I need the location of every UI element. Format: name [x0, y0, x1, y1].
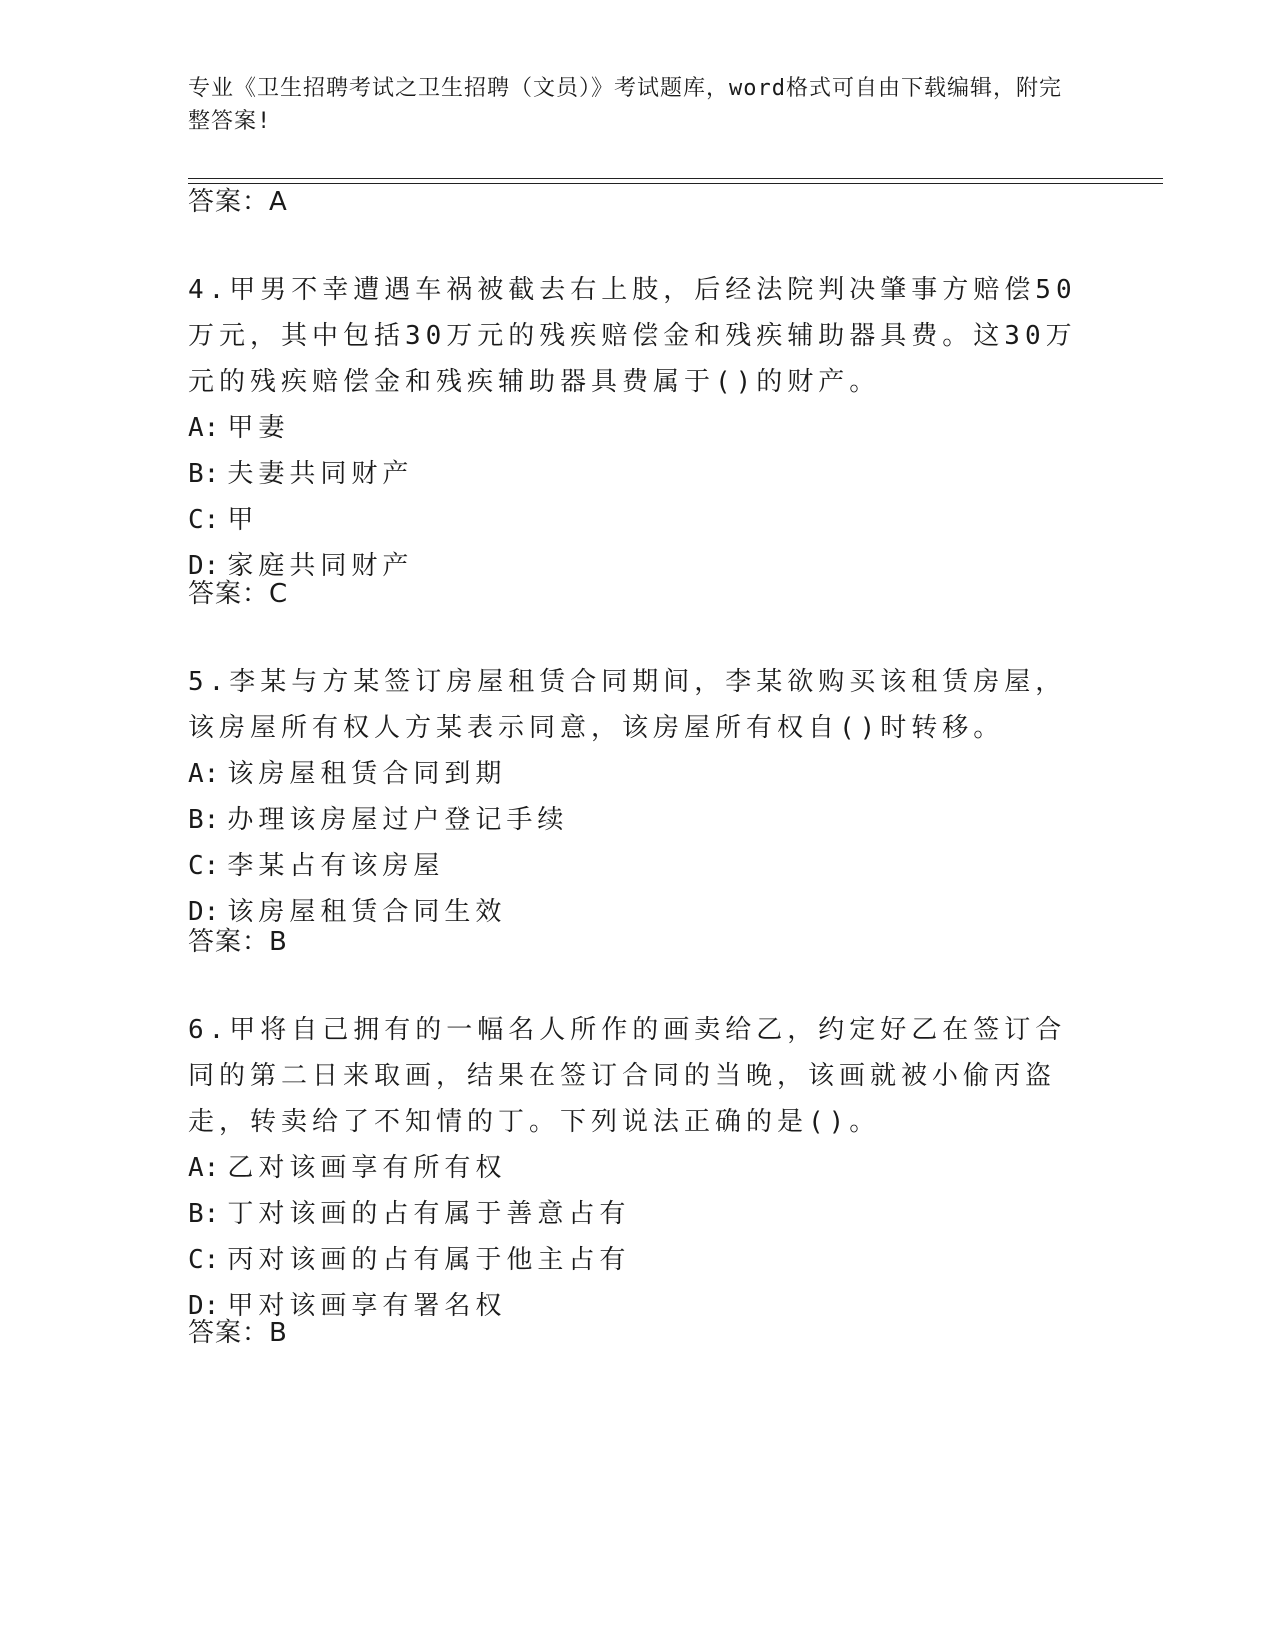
option-d — [188, 889, 1088, 935]
question-4 — [188, 267, 1088, 589]
option-key: D: — [188, 897, 220, 927]
option-b — [188, 1191, 1088, 1237]
option-c — [188, 497, 1088, 543]
option-key: A: — [188, 413, 220, 443]
option-key: B: — [188, 805, 220, 835]
answer-q5 — [188, 924, 288, 960]
option-text: 甲妻 — [227, 413, 290, 443]
answer-value: C — [269, 579, 289, 609]
option-text: 丁对该画的占有属于善意占有 — [227, 1199, 631, 1229]
header-divider — [188, 178, 1163, 184]
option-text: 办理该房屋过户登记手续 — [227, 805, 569, 835]
answer-label: 答案： — [188, 927, 270, 957]
option-d — [188, 543, 1088, 589]
answer-label: 答案： — [188, 1318, 270, 1348]
answer-value: A — [269, 187, 288, 217]
answer-label: 答案： — [188, 579, 270, 609]
option-key: B: — [188, 1199, 220, 1229]
answer-q6 — [188, 1315, 288, 1351]
option-b — [188, 451, 1088, 497]
question-stem: 6.甲将自己拥有的一幅名人所作的画卖给乙，约定好乙在签订合同的第二日来取画，结果在签订合同的当晚，该画就被小偷丙盗走，转卖给了不知情的丁。下列说法正确的是()。 — [188, 1015, 1067, 1137]
option-key: A: — [188, 1153, 220, 1183]
option-c — [188, 843, 1088, 889]
question-6 — [188, 1007, 1088, 1329]
answer-q3 — [188, 184, 288, 220]
option-a — [188, 751, 1088, 797]
question-stem: 5.李某与方某签订房屋租赁合同期间，李某欲购买该租赁房屋，该房屋所有权人方某表示同意，该房屋所有权自()时转移。 — [188, 667, 1067, 743]
document-intro: 专业《卫生招聘考试之卫生招聘（文员）》考试题库，word格式可自由下载编辑，附完整答案! — [188, 76, 1062, 134]
question-5 — [188, 659, 1088, 935]
option-key: D: — [188, 551, 220, 581]
option-text: 李某占有该房屋 — [227, 851, 445, 881]
option-key: D: — [188, 1291, 220, 1321]
option-key: C: — [188, 1245, 220, 1275]
option-d — [188, 1283, 1088, 1329]
option-text: 家庭共同财产 — [227, 551, 414, 581]
answer-value: B — [269, 927, 288, 957]
answer-value: B — [269, 1318, 288, 1348]
option-text: 甲对该画享有署名权 — [227, 1291, 507, 1321]
option-text: 该房屋租赁合同到期 — [227, 759, 507, 789]
option-key: C: — [188, 851, 220, 881]
option-text: 乙对该画享有所有权 — [227, 1153, 507, 1183]
option-text: 丙对该画的占有属于他主占有 — [227, 1245, 631, 1275]
option-text: 该房屋租赁合同生效 — [227, 897, 507, 927]
option-b — [188, 797, 1088, 843]
option-a — [188, 1145, 1088, 1191]
answer-label: 答案： — [188, 187, 270, 217]
question-stem: 4.甲男不幸遭遇车祸被截去右上肢，后经法院判决肇事方赔偿50万元，其中包括30万元的残疾赔偿金和残疾辅助器具费。这30万元的残疾赔偿金和残疾辅助器具费属于()的财产。 — [188, 275, 1077, 397]
option-c — [188, 1237, 1088, 1283]
option-text: 甲 — [227, 505, 259, 535]
option-a — [188, 405, 1088, 451]
option-key: A: — [188, 759, 220, 789]
option-key: C: — [188, 505, 220, 535]
answer-q4 — [188, 576, 288, 612]
option-key: B: — [188, 459, 220, 489]
option-text: 夫妻共同财产 — [227, 459, 414, 489]
